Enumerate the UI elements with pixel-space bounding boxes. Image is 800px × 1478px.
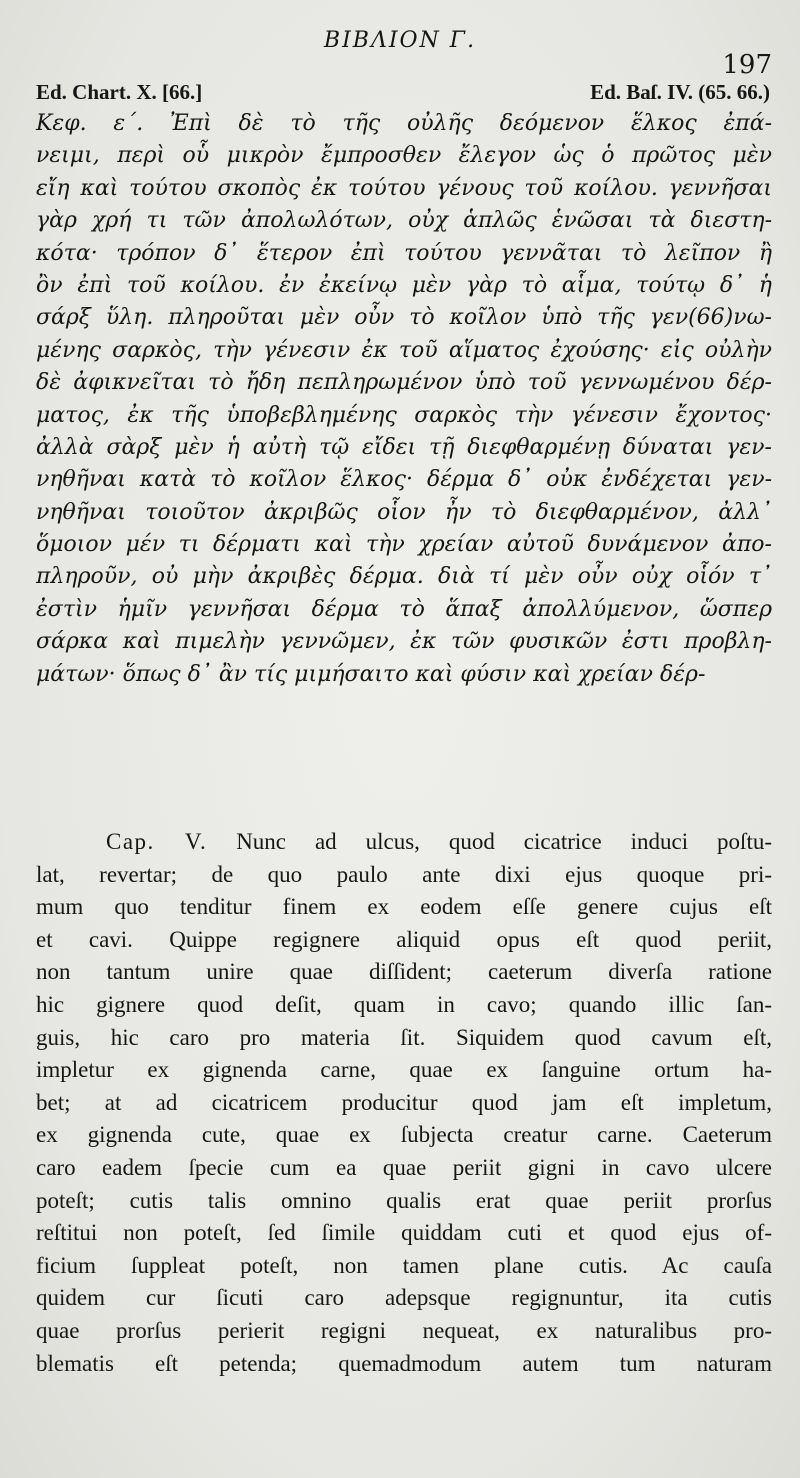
greek-line: γὰρ χρή τι τῶν ἀπολωλότων, οὐχ ἁπλῶς ἑνῶσαι τὰ διεστη-: [36, 208, 772, 234]
running-head: ΒΙΒΛΙΟΝ Γ.: [323, 28, 477, 53]
latin-line: bet; at ad cicatricem producitur quod jam eſt impletum,: [36, 1089, 772, 1115]
latin-line: quidem cur ſicuti caro adepsque regignuntur, ita cutis: [36, 1285, 772, 1311]
latin-line: ficium ſuppleat poteſt, non tamen plane cutis. Ac cauſa: [36, 1252, 772, 1278]
greek-line: ματος, ἐκ τῆς ὑποβεβλημένης σαρκὸς τὴν γένεσιν ἔχοντος·: [36, 402, 772, 428]
greek-line: νηθῆναι κατὰ τὸ κοῖλον ἕλκος· δέρμα δ᾽ οὐκ ἐνδέχεται γεν-: [36, 467, 772, 493]
latin-line: blematis eſt petenda; quemadmodum autem tum naturam: [36, 1350, 772, 1376]
greek-line: σάρξ ὕλη. πληροῦται μὲν οὖν τὸ κοῖλον ὑπὸ τῆς γεν(66)νω-: [36, 305, 772, 331]
latin-line: lat, revertar; de quo paulo ante dixi ejus quoque pri-: [36, 861, 772, 887]
latin-line: [36, 826, 772, 859]
greek-line: μάτων· ὅπως δ᾽ ἂν τίς μιμήσαιτο καὶ φύσιν καὶ χρείαν δέρ-: [36, 661, 706, 687]
greek-line: εἴη καὶ τούτου σκοπὸς ἐκ τούτου γένους τοῦ κοίλου. γεννῆσαι: [36, 175, 772, 201]
latin-line: impletur ex gignenda carne, quae ex ſanguine ortum ha-: [36, 1057, 772, 1083]
greek-line: νηθῆναι τοιοῦτον ἀκριβῶς οἷον ἦν τὸ διεφθαρμένον, ἀλλ᾽: [36, 499, 772, 525]
edition-reference-left: Ed. Chart. X. [66.]: [36, 80, 203, 104]
greek-line: μένης σαρκὸς, τὴν γένεσιν ἐκ τοῦ αἵματος ἐχούσης· εἰς οὐλὴν: [36, 337, 772, 363]
greek-line: ἐστὶν ἡμῖν γεννῆσαι δέρμα τὸ ἅπαξ ἀπολλύμενον, ὥσπερ: [36, 596, 772, 622]
greek-line: δὲ ἀφικνεῖται τὸ ἤδη πεπληρωμένον ὑπὸ τοῦ γεννωμένου δέρ-: [36, 370, 772, 396]
latin-line: mum quo tenditur finem ex eodem eſſe genere cujus eſt: [36, 894, 772, 920]
edition-reference-right: Ed. Baſ. IV. (65. 66.): [590, 80, 770, 104]
greek-text-block: [36, 108, 772, 691]
latin-line: ex gignenda cute, quae ex ſubjecta creatur carne. Caeterum: [36, 1122, 772, 1148]
latin-line: guis, hic caro pro materia ſit. Siquidem quod cavum eſt,: [36, 1024, 772, 1050]
latin-line: et cavi. Quippe regignere aliquid opus eſt quod periit,: [36, 926, 772, 952]
latin-line: poteſt; cutis talis omnino qualis erat quae periit prorſus: [36, 1187, 772, 1213]
greek-line: Κεφ. ε΄. Ἐπὶ δὲ τὸ τῆς οὐλῆς δεόμενον ἕλκος ἐπά-: [36, 111, 772, 136]
greek-line: ὅμοιον μέν τι δέρματι καὶ τὴν χρείαν αὐτοῦ δυνάμενον ἀπο-: [36, 532, 772, 558]
greek-line: νειμι, περὶ οὗ μικρὸν ἔμπροσθεν ἔλεγον ὡς ὁ πρῶτος μὲν: [36, 143, 772, 169]
chapter-label: Cap. V.: [106, 829, 208, 854]
greek-line: σάρκα καὶ πιμελὴν γεννῶμεν, ἐκ τῶν φυσικῶν ἐστι προβλη-: [36, 629, 772, 655]
latin-line: caro eadem ſpecie cum ea quae periit gigni in cavo ulcere: [36, 1154, 772, 1180]
latin-line: hic gignere quod deſit, quam in cavo; quando illic ſan-: [36, 991, 772, 1017]
greek-line: ὂν ἐπὶ τοῦ κοίλου. ἐν ἐκείνῳ μὲν γὰρ τὸ αἷμα, τούτῳ δ᾽ ἡ: [36, 272, 772, 298]
latin-text-block: [36, 826, 772, 1380]
latin-line-text: Nunc ad ulcus, quod cicatrice induci poſtu-: [236, 829, 772, 854]
page-number: 197: [722, 50, 772, 80]
latin-line: non tantum unire quae diſſident; caeterum diverſa ratione: [36, 959, 772, 985]
greek-line: πληροῦν, οὐ μὴν ἀκριβὲς δέρμα. διὰ τί μὲν οὖν οὐχ οἷόν τ᾽: [36, 564, 772, 590]
greek-line: ἀλλὰ σὰρξ μὲν ἡ αὐτὴ τῷ εἴδει τῇ διεφθαρμένῃ δύναται γεν-: [36, 434, 772, 460]
latin-line: quae prorſus perierit regigni nequeat, ex naturalibus pro-: [36, 1317, 772, 1343]
greek-line: κότα· τρόπον δ᾽ ἕτερον ἐπὶ τούτου γεννᾶται τὸ λεῖπον ἢ: [36, 240, 772, 266]
latin-line: reſtitui non poteſt, ſed ſimile quiddam cuti et quod ejus of-: [36, 1220, 772, 1246]
